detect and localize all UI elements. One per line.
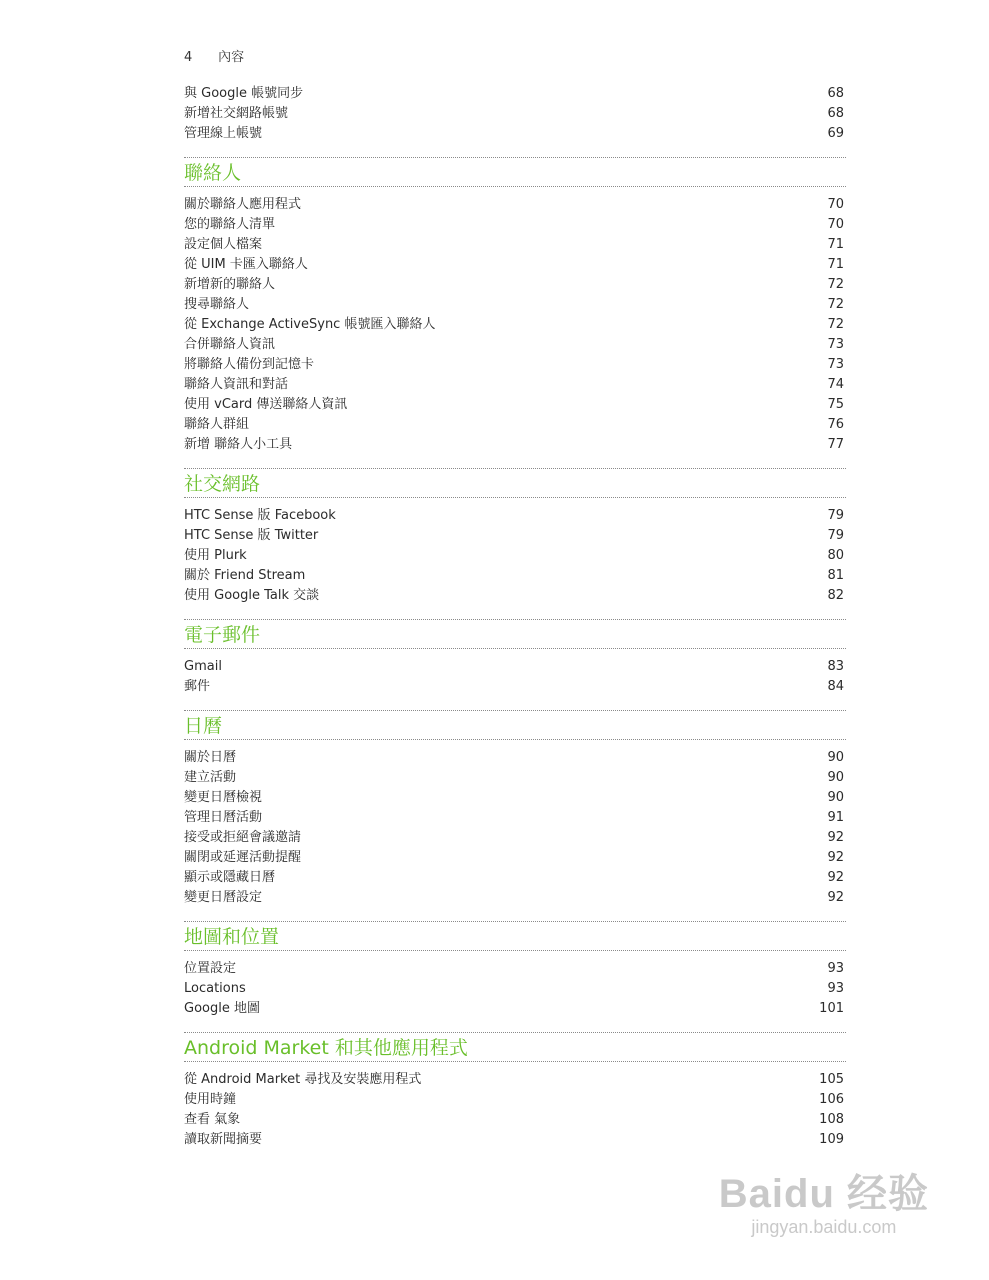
toc-entry[interactable] (184, 546, 846, 566)
section-title[interactable]: 日曆 (184, 715, 223, 737)
toc-entry-page: 83 (827, 659, 844, 674)
toc-section (184, 710, 846, 908)
toc-entry-label: 合併聯絡人資訊 (184, 337, 276, 352)
section-title[interactable]: Android Market 和其他應用程式 (184, 1037, 468, 1059)
toc-entry[interactable] (184, 748, 846, 768)
toc-entry-page: 90 (827, 790, 844, 805)
toc-entry-label: 變更日曆設定 (184, 890, 263, 905)
toc-entry[interactable] (184, 959, 846, 979)
section-spacer (184, 697, 846, 710)
toc-entry-page: 71 (827, 257, 844, 272)
toc-entry-label: 新增 聯絡人小工具 (184, 437, 293, 452)
toc-entry[interactable] (184, 979, 846, 999)
toc-section (184, 1032, 846, 1150)
toc-entry-page: 90 (827, 770, 844, 785)
toc-entry[interactable] (184, 295, 846, 315)
toc-entry-page: 75 (827, 397, 844, 412)
toc-entry-page: 90 (827, 750, 844, 765)
toc-entry-label: 關於日曆 (184, 750, 237, 765)
toc-entry-label: 新增社交網路帳號 (184, 106, 289, 121)
dotted-divider (184, 1061, 846, 1062)
toc-section (184, 468, 846, 606)
toc-entry[interactable] (184, 395, 846, 415)
toc-entry-page: 108 (819, 1112, 844, 1127)
page-title: 內容 (218, 50, 245, 65)
toc-entry-page: 76 (827, 417, 844, 432)
intro-entries (184, 84, 846, 144)
toc-entry-label: 顯示或隱藏日曆 (184, 870, 276, 885)
toc-section (184, 619, 846, 697)
toc-entry-page: 79 (827, 528, 844, 543)
watermark-main: Baidu 经验 (718, 1172, 929, 1216)
toc-entry[interactable] (184, 415, 846, 435)
toc-entry-label: 您的聯絡人清單 (184, 217, 276, 232)
watermark-sub: jingyan.baidu.com (751, 1217, 897, 1237)
toc-entry-page: 70 (827, 217, 844, 232)
toc-entry-page: 68 (827, 86, 844, 101)
toc-sections (184, 144, 846, 1150)
toc-entry-page: 92 (827, 850, 844, 865)
toc-entry-label: 位置設定 (184, 961, 237, 976)
toc-entry-page: 70 (827, 197, 844, 212)
toc-entry-label: 管理日曆活動 (184, 810, 263, 825)
toc-entry[interactable] (184, 1110, 846, 1130)
toc-entry[interactable] (184, 999, 846, 1019)
toc-entry-page: 73 (827, 337, 844, 352)
page-number: 4 (184, 50, 193, 65)
toc-entry-page: 69 (827, 126, 844, 141)
toc-entry-label: 使用 vCard 傳送聯絡人資訊 (184, 397, 348, 412)
toc-entry[interactable] (184, 104, 846, 124)
toc-entry[interactable] (184, 375, 846, 395)
toc-entry[interactable] (184, 506, 846, 526)
toc-entry-label: 搜尋聯絡人 (184, 297, 250, 312)
toc-entry[interactable] (184, 315, 846, 335)
toc-entry-page: 101 (819, 1001, 844, 1016)
section-title[interactable]: 地圖和位置 (184, 926, 280, 948)
toc-entry[interactable] (184, 435, 846, 455)
toc-entry[interactable] (184, 255, 846, 275)
toc-entry[interactable] (184, 677, 846, 697)
toc-entry-label: 設定個人檔案 (184, 237, 263, 252)
toc-entry[interactable] (184, 1070, 846, 1090)
toc-entry-label: 使用 Plurk (184, 548, 247, 563)
toc-entry[interactable] (184, 808, 846, 828)
page-header (184, 46, 244, 65)
toc-entry-page: 79 (827, 508, 844, 523)
toc-entry-page: 91 (827, 810, 844, 825)
toc-entry-label: 關於 Friend Stream (184, 568, 306, 583)
toc-entry-label: HTC Sense 版 Facebook (184, 508, 336, 523)
toc-entry-label: 使用 Google Talk 交談 (184, 588, 320, 603)
toc-entry[interactable] (184, 235, 846, 255)
section-title[interactable]: 聯絡人 (184, 162, 242, 184)
toc-entry-label: 管理線上帳號 (184, 126, 263, 141)
toc-entry-label: 從 UIM 卡匯入聯絡人 (184, 257, 308, 272)
toc-entry-label: 將聯絡人備份到記憶卡 (184, 357, 315, 372)
toc-entry[interactable] (184, 868, 846, 888)
watermark-logo (719, 1172, 929, 1238)
toc-entry[interactable] (184, 195, 846, 215)
toc-entry-label: Gmail (184, 659, 222, 674)
toc-entry-page: 72 (827, 297, 844, 312)
toc-entry-page: 73 (827, 357, 844, 372)
toc-entry[interactable] (184, 124, 846, 144)
toc-entry[interactable] (184, 215, 846, 235)
toc-entry-label: 從 Android Market 尋找及安裝應用程式 (184, 1072, 422, 1087)
dotted-divider (184, 497, 846, 498)
toc-entry-page: 74 (827, 377, 844, 392)
toc-entry[interactable] (184, 526, 846, 546)
toc-entry-page: 92 (827, 870, 844, 885)
dotted-divider (184, 648, 846, 649)
toc-entry[interactable] (184, 657, 846, 677)
toc-entry-label: 讀取新聞摘要 (184, 1132, 263, 1147)
toc-entry-label: 變更日曆檢視 (184, 790, 263, 805)
table-of-contents (184, 84, 846, 1150)
section-title[interactable]: 電子郵件 (184, 624, 261, 646)
toc-entry-label: 關閉或延遲活動提醒 (184, 850, 302, 865)
toc-entry-page: 81 (827, 568, 844, 583)
toc-entry-label: Locations (184, 981, 246, 996)
toc-entry-label: 建立活動 (184, 770, 237, 785)
toc-entry-page: 84 (827, 679, 844, 694)
toc-entry[interactable] (184, 355, 846, 375)
toc-entry-label: 從 Exchange ActiveSync 帳號匯入聯絡人 (184, 317, 436, 332)
section-spacer (184, 606, 846, 619)
toc-entry-page: 93 (827, 961, 844, 976)
toc-entry-page: 105 (819, 1072, 844, 1087)
section-spacer (184, 908, 846, 921)
toc-entry[interactable] (184, 1130, 846, 1150)
toc-entry[interactable] (184, 788, 846, 808)
toc-section (184, 921, 846, 1019)
toc-entry-page: 106 (819, 1092, 844, 1107)
toc-entry[interactable] (184, 888, 846, 908)
section-spacer (184, 455, 846, 468)
toc-entry[interactable] (184, 1090, 846, 1110)
toc-entry[interactable] (184, 848, 846, 868)
toc-entry[interactable] (184, 768, 846, 788)
toc-entry-page: 71 (827, 237, 844, 252)
toc-entry-page: 92 (827, 830, 844, 845)
section-title[interactable]: 社交網路 (184, 473, 261, 495)
toc-entry-page: 68 (827, 106, 844, 121)
dotted-divider (184, 739, 846, 740)
toc-entry-label: 使用時鐘 (184, 1092, 237, 1107)
toc-entry-page: 72 (827, 277, 844, 292)
toc-entry[interactable] (184, 275, 846, 295)
toc-entry-page: 82 (827, 588, 844, 603)
toc-entry-page: 109 (819, 1132, 844, 1147)
dotted-divider (184, 186, 846, 187)
toc-entry-page: 77 (827, 437, 844, 452)
toc-entry[interactable] (184, 84, 846, 104)
toc-entry[interactable] (184, 586, 846, 606)
toc-entry-label: 新增新的聯絡人 (184, 277, 276, 292)
toc-entry-page: 72 (827, 317, 844, 332)
section-spacer (184, 144, 846, 157)
toc-entry-label: 與 Google 帳號同步 (184, 86, 304, 101)
toc-entry[interactable] (184, 828, 846, 848)
toc-entry[interactable] (184, 335, 846, 355)
section-spacer (184, 1019, 846, 1032)
toc-entry-label: 查看 氣象 (184, 1112, 241, 1127)
toc-entry-label: 接受或拒絕會議邀請 (184, 830, 302, 845)
toc-entry-label: Google 地圖 (184, 1001, 260, 1016)
dotted-divider (184, 950, 846, 951)
toc-entry-label: 聯絡人群組 (184, 417, 250, 432)
toc-entry-label: HTC Sense 版 Twitter (184, 528, 319, 543)
toc-entry-label: 郵件 (184, 679, 211, 694)
toc-entry-label: 聯絡人資訊和對話 (184, 377, 289, 392)
toc-entry-label: 關於聯絡人應用程式 (184, 197, 302, 212)
toc-entry-page: 80 (827, 548, 844, 563)
toc-section (184, 157, 846, 455)
toc-entry[interactable] (184, 566, 846, 586)
toc-entry-page: 93 (827, 981, 844, 996)
toc-entry-page: 92 (827, 890, 844, 905)
